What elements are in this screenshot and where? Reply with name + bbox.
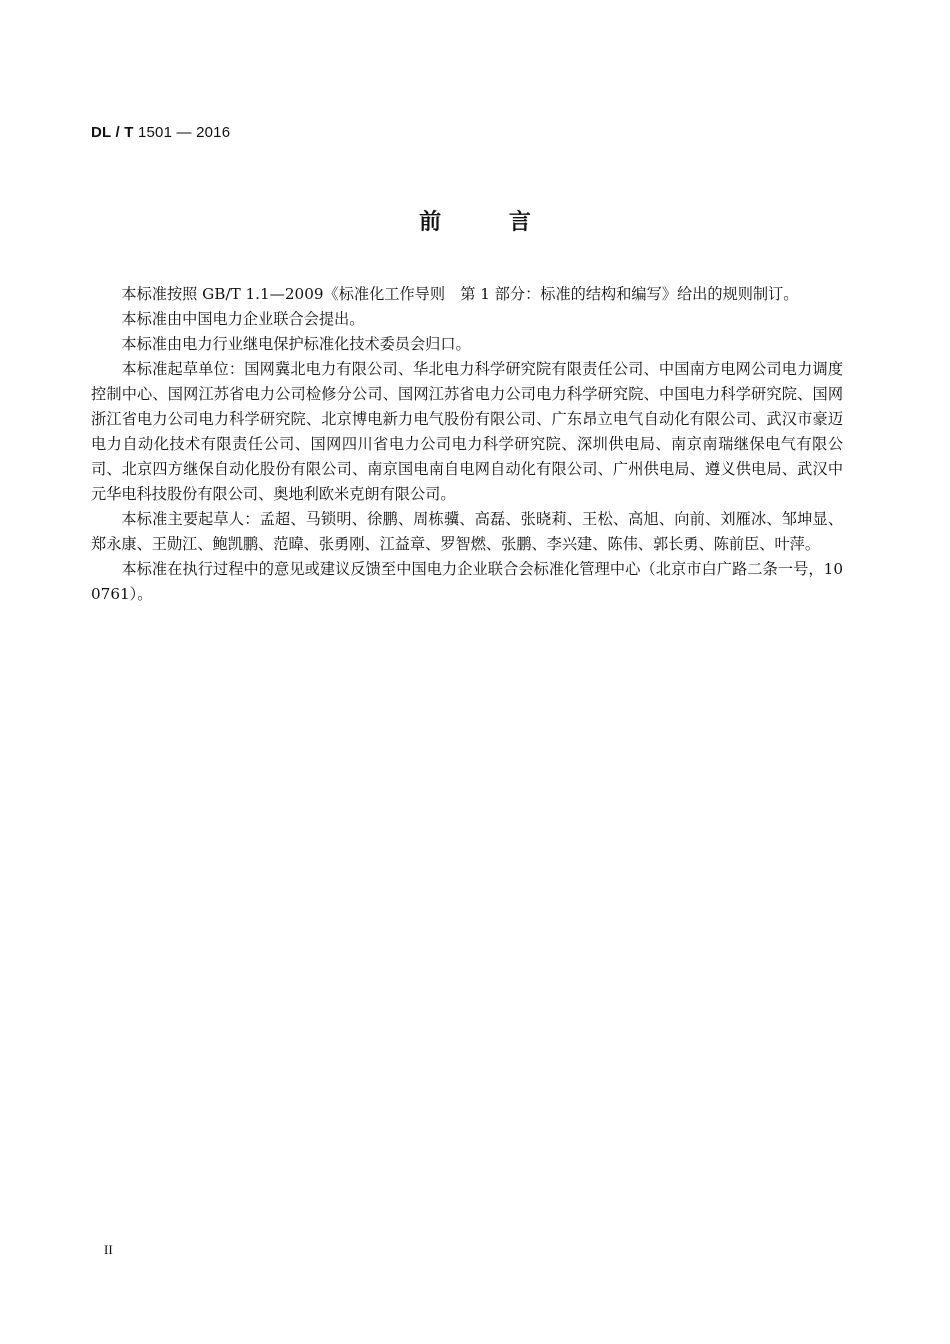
paragraph-feedback: 本标准在执行过程中的意见或建议反馈至中国电力企业联合会标准化管理中心（北京市白广路二条一号，100761）。 — [91, 560, 843, 603]
paragraph-committee: 本标准由电力行业继电保护标准化技术委员会归口。 — [121, 335, 471, 353]
page-title — [0, 205, 950, 236]
paragraph-drafters: 本标准主要起草人：孟超、马锁明、徐鹏、周栋骥、高磊、张晓莉、王松、高旭、向前、刘雁冰、邹坤显、郑永康、王勋江、鲍凯鹏、范暐、张勇刚、江益章、罗智燃、张鹏、李兴建、陈伟、郭长勇、陈前臣、叶萍。 — [91, 510, 843, 553]
standard-code — [91, 124, 230, 141]
page-title-char-1: 前 — [419, 210, 442, 235]
foreword-body — [91, 282, 843, 607]
page-number: II — [104, 1242, 113, 1257]
paragraph-drafting-rules: 本标准按照 GB/T 1.1—2009《标准化工作导则 第 1 部分：标准的结构和编写》给出的规则制订。 — [121, 285, 799, 303]
standard-code-prefix: DL / T — [91, 124, 134, 141]
paragraph-drafting-units: 本标准起草单位：国网冀北电力有限公司、华北电力科学研究院有限责任公司、中国南方电网公司电力调度控制中心、国网江苏省电力公司检修分公司、国网江苏省电力公司电力科学研究院、中国电力科学研究院、国网浙江省电力公司电力科学研究院、北京博电新力电气股份有限公司、广东昂立电气自动化有限公司、武汉市豪迈电力自动化技术有限责任公司、国网四川省电力公司电力科学研究院、深圳供电局、南京南瑞继保电气有限公司、北京四方继保自动化股份有限公司、南京国电南自电网自动化有限公司、广州供电局、遵义供电局、武汉中元华电科技股份有限公司、奥地利欧米克朗有限公司。 — [91, 360, 843, 503]
page-title-char-2: 言 — [508, 210, 531, 235]
standard-code-number: 1501 — 2016 — [137, 124, 231, 141]
paragraph-proposer: 本标准由中国电力企业联合会提出。 — [121, 310, 365, 328]
